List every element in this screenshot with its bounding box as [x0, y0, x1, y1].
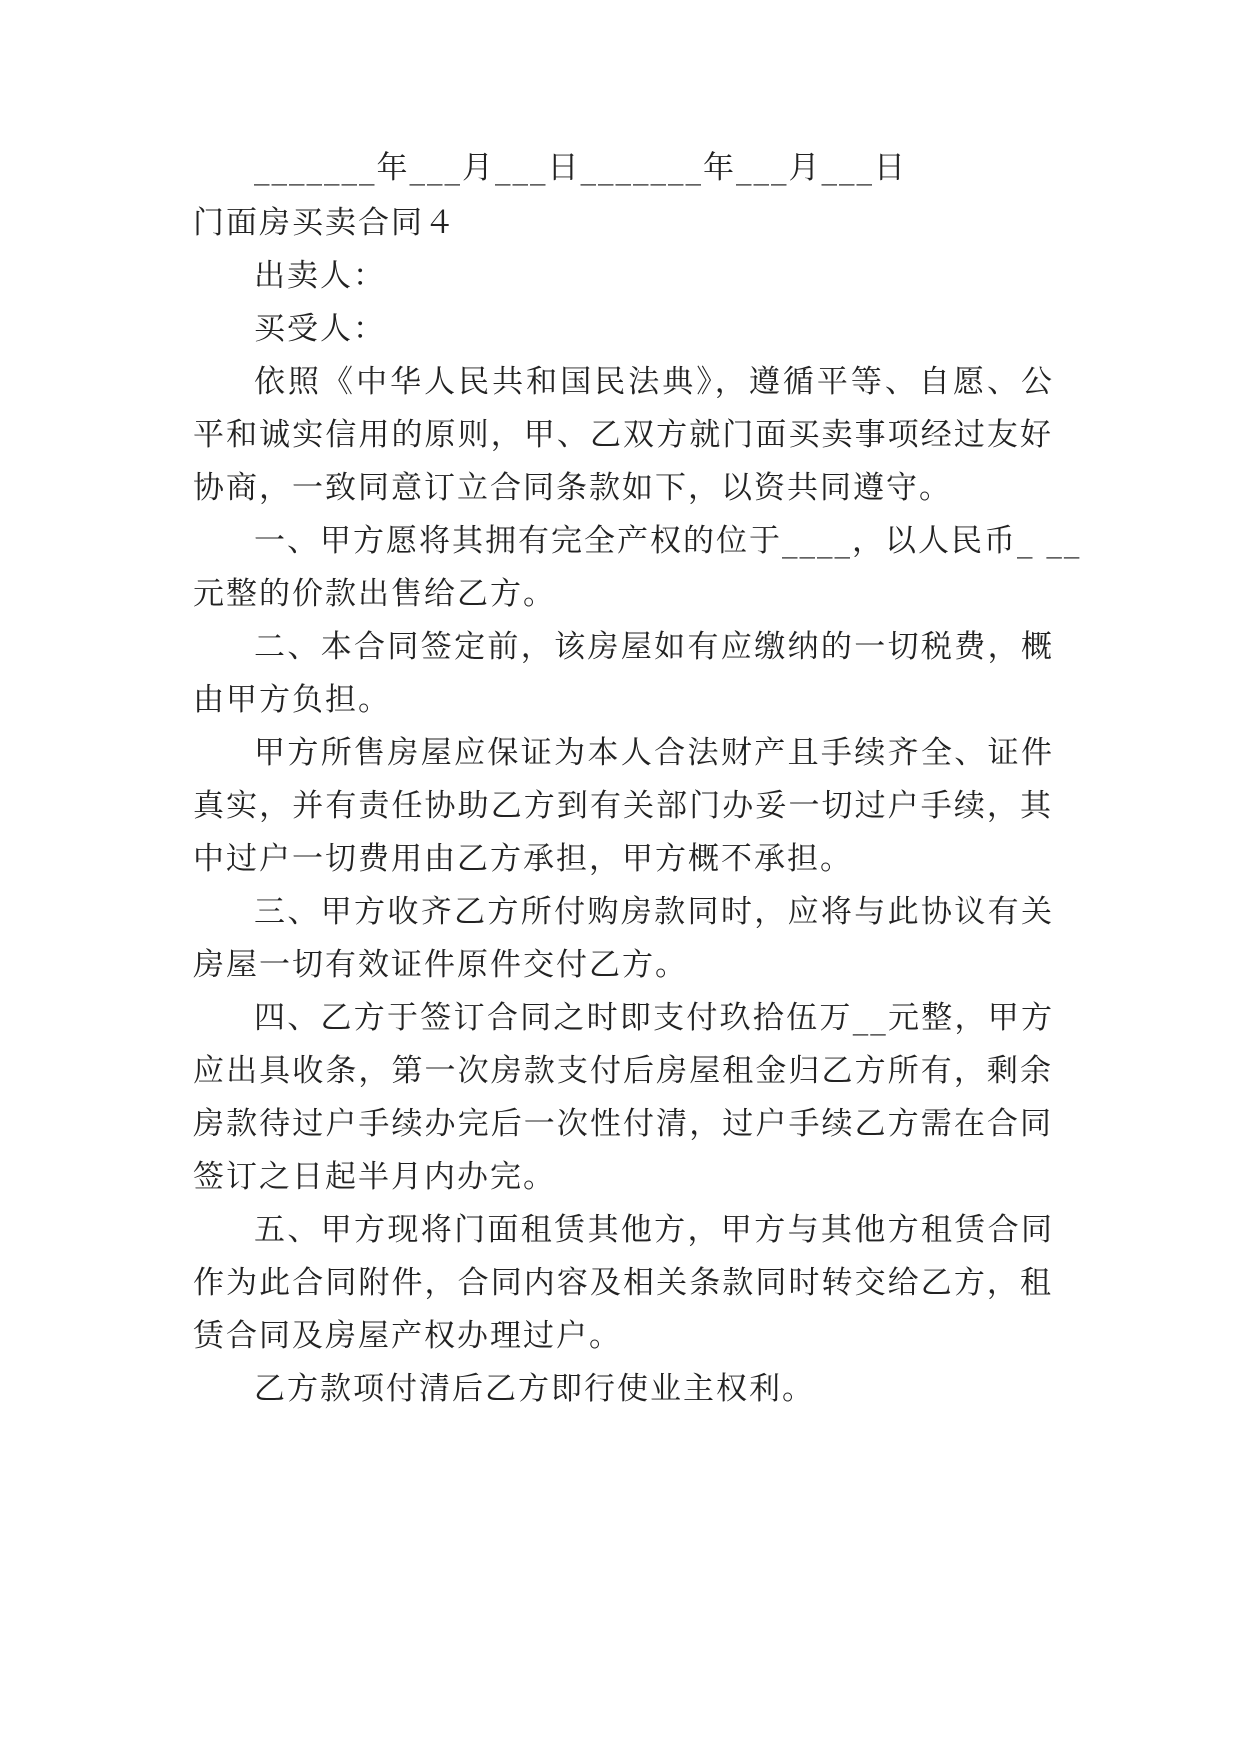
- document-title: 门面房买卖合同４: [193, 205, 457, 241]
- paragraph-line: 赁合同及房屋产权办理过户。: [193, 1318, 622, 1354]
- date-line: _______年___月___日_______年___月___日: [254, 150, 907, 186]
- paragraph-line: 甲方所售房屋应保证为本人合法财产且手续齐全、证件: [254, 735, 1054, 771]
- paragraph-line: 协商，一致同意订立合同条款如下，以资共同遵守。: [193, 470, 952, 506]
- paragraph-line: 中过户一切费用由乙方承担，甲方概不承担。: [193, 841, 853, 877]
- paragraph-line: 房屋一切有效证件原件交付乙方。: [193, 947, 688, 983]
- paragraph-line: 作为此合同附件，合同内容及相关条款同时转交给乙方，租: [193, 1265, 1053, 1301]
- paragraph-line: 签订之日起半月内办完。: [193, 1159, 556, 1195]
- paragraph-line: 平和诚实信用的原则，甲、乙双方就门面买卖事项经过友好: [193, 417, 1053, 453]
- paragraph-line: 二、本合同签定前，该房屋如有应缴纳的一切税费，概: [254, 629, 1054, 665]
- seller-label: 出卖人：: [254, 258, 386, 294]
- paragraph-line: 元整的价款出售给乙方。: [193, 576, 556, 612]
- paragraph-line: 真实，并有责任协助乙方到有关部门办妥一切过户手续，其: [193, 788, 1053, 824]
- paragraph-line: 依照《中华人民共和国民法典》，遵循平等、自愿、公: [254, 364, 1054, 400]
- paragraph-line: 五、甲方现将门面租赁其他方，甲方与其他方租赁合同: [254, 1212, 1054, 1248]
- paragraph-line: 一、甲方愿将其拥有完全产权的位于____，以人民币_ __: [254, 523, 1082, 559]
- paragraph-line: 由甲方负担。: [193, 682, 391, 718]
- paragraph-line: 三、甲方收齐乙方所付购房款同时，应将与此协议有关: [254, 894, 1054, 930]
- paragraph-line: 四、乙方于签订合同之时即支付玖拾伍万__元整，甲方: [254, 1000, 1054, 1036]
- paragraph-line: 应出具收条，第一次房款支付后房屋租金归乙方所有，剩余: [193, 1053, 1053, 1089]
- paragraph-line: 乙方款项付清后乙方即行使业主权利。: [254, 1371, 815, 1407]
- paragraph-line: 房款待过户手续办完后一次性付清，过户手续乙方需在合同: [193, 1106, 1053, 1142]
- buyer-label: 买受人：: [254, 311, 386, 347]
